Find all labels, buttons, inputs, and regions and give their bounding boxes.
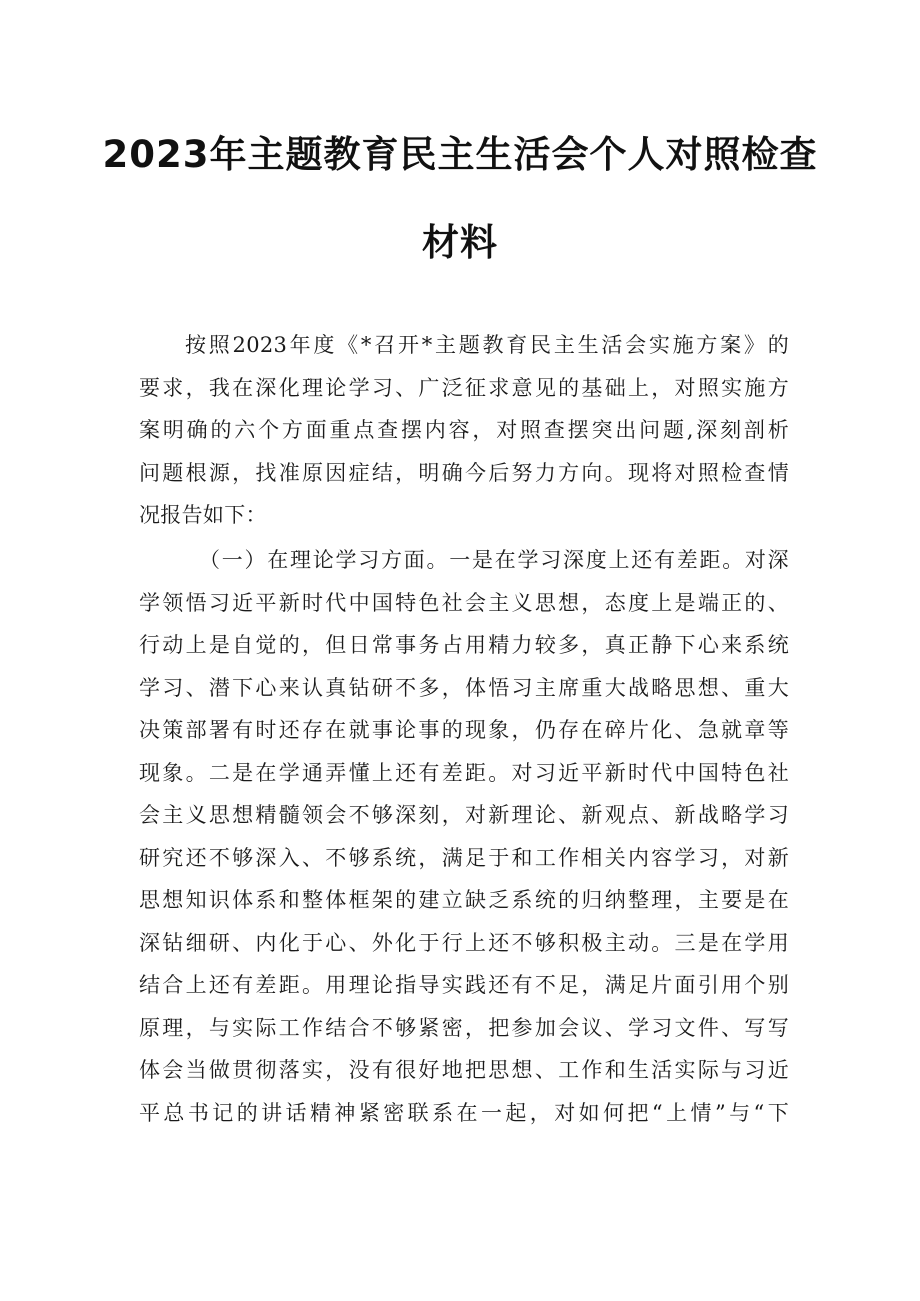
paragraph-line: 况报告如下： <box>139 503 267 527</box>
document-title-line-1: 2023年主题教育民主生活会个人对照检查 <box>102 133 818 176</box>
paragraph-line: 学习、潜下心来认真钻研不多，体悟习主席重大战略思想、重大 <box>139 675 789 700</box>
paragraph-line: 按照2023年度《*召开*主题教育民主生活会实施方案》的 <box>185 333 789 357</box>
paragraph-line: 现象。二是在学通弄懂上还有差距。对习近平新时代中国特色社 <box>139 760 789 785</box>
paragraph-line: 研究还不够深入、不够系统，满足于和工作相关内容学习，对新 <box>139 845 789 870</box>
paragraph-line: 问题根源，找准原因症结，明确今后努力方向。现将对照检查情 <box>139 460 789 485</box>
paragraph-line: 学领悟习近平新时代中国特色社会主义思想，态度上是端正的、 <box>139 590 789 615</box>
paragraph-line: 会主义思想精髓领会不够深刻，对新理论、新观点、新战略学习 <box>139 803 789 827</box>
paragraph-line: 要求，我在深化理论学习、广泛征求意见的基础上，对照实施方 <box>139 375 789 400</box>
paragraph-line: 案明确的六个方面重点查摆内容，对照查摆突出问题,深刻剖析 <box>139 418 789 442</box>
paragraph-line: （一）在理论学习方面。一是在学习深度上还有差距。对深 <box>199 548 789 572</box>
paragraph-line: 决策部署有时还存在就事论事的现象，仍存在碎片化、急就章等 <box>139 718 789 742</box>
paragraph-intro <box>139 324 789 537</box>
paragraph-line: 结合上还有差距。用理论指导实践还有不足，满足片面引用个别 <box>139 973 789 997</box>
document-title-line-2: 材料 <box>422 221 498 264</box>
paragraph-line: 原理，与实际工作结合不够紧密，把参加会议、学习文件、写写 <box>139 1015 789 1040</box>
paragraph-line: 深钻细研、内化于心、外化于行上还不够积极主动。三是在学用 <box>139 930 789 955</box>
paragraph-line: 平总书记的讲话精神紧密联系在一起，对如何把“上情”与“下 <box>139 1100 789 1125</box>
paragraph-line: 思想知识体系和整体框架的建立缺乏系统的归纳整理，主要是在 <box>139 888 789 912</box>
paragraph-theory-study <box>139 539 789 1134</box>
paragraph-line: 行动上是自觉的，但日常事务占用精力较多，真正静下心来系统 <box>139 633 789 657</box>
paragraph-line: 体会当做贯彻落实，没有很好地把思想、工作和生活实际与习近 <box>139 1058 789 1082</box>
